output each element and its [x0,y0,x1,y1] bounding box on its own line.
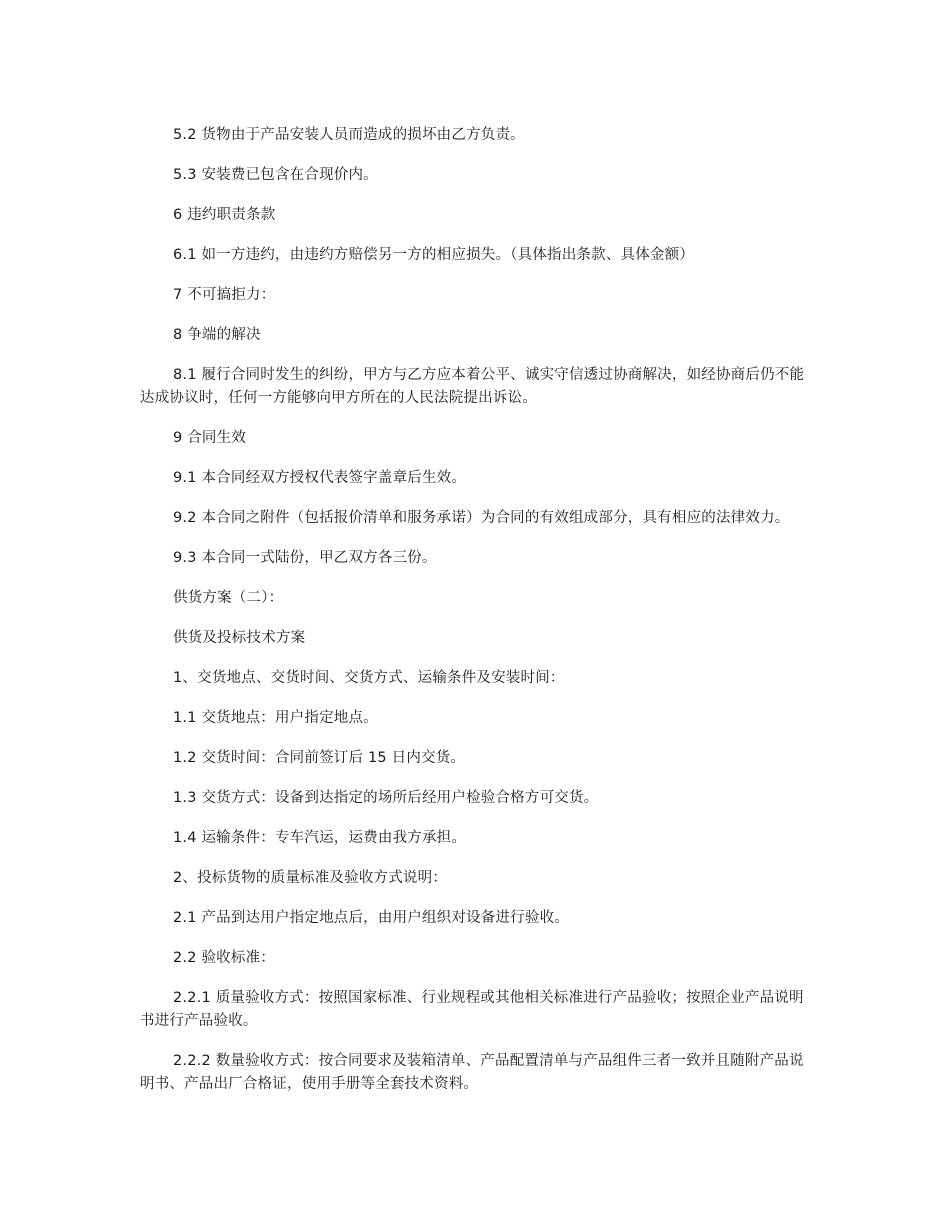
item-1-1: 1.1 交货地点：用户指定地点。 [173,710,378,726]
clause-5-2: 5.2 货物由于产品安装人员而造成的损坏由乙方负责。 [173,127,525,143]
item-1-3: 1.3 交货方式：设备到达指定的场所后经用户检验合格方可交货。 [173,790,599,806]
clause-8-1: 8.1 履行合同时发生的纠纷，甲方与乙方应本着公平、诚实守信透过协商解决，如经协商后仍不能达成协议时，任何一方能够向甲方所在的人民法院提出诉讼。 [140,367,805,406]
clause-5-3: 5.3 安装费已包含在合现价内。 [173,167,378,183]
section-7-heading: 7 不可搞拒力： [173,287,276,303]
item-1-4: 1.4 运输条件：专车汽运，运费由我方承担。 [173,830,467,846]
section-6-heading: 6 违约职责条款 [173,207,276,223]
item-2-2-1: 2.2.1 质量验收方式：按照国家标准、行业规程或其他相关标准进行产品验收；按照企业产品说明书进行产品验收。 [140,990,804,1029]
supply-plan-title: 供货方案（二）： [173,590,284,606]
section-8-heading: 8 争端的解决 [173,327,261,343]
item-1-2: 1.2 交货时间：合同前签订后 15 日内交货。 [173,750,466,766]
clause-9-3: 9.3 本合同一式陆份，甲乙双方各三份。 [173,550,437,566]
item-2-heading: 2、投标货物的质量标准及验收方式说明： [173,870,448,886]
clause-9-2: 9.2 本合同之附件（包括报价清单和服务承诺）为合同的有效组成部分，具有相应的法律效力。 [173,510,790,526]
document-body [140,124,812,1113]
clause-9-1: 9.1 本合同经双方授权代表签字盖章后生效。 [173,470,467,486]
item-2-2-2: 2.2.2 数量验收方式：按合同要求及装箱清单、产品配置清单与产品组件三者一致并且随附产品说明书、产品出厂合格证，使用手册等全套技术资料。 [140,1053,804,1092]
clause-6-1: 6.1 如一方违约，由违约方赔偿另一方的相应损失。（具体指出条款、具体金额） [173,247,695,263]
item-2-1: 2.1 产品到达用户指定地点后，由用户组织对设备进行验收。 [173,910,569,926]
item-1-heading: 1、交货地点、交货时间、交货方式、运输条件及安装时间： [173,670,565,686]
section-9-heading: 9 合同生效 [173,430,247,446]
supply-technical-plan-title: 供货及投标技术方案 [173,630,306,646]
item-2-2: 2.2 验收标准： [173,950,275,966]
